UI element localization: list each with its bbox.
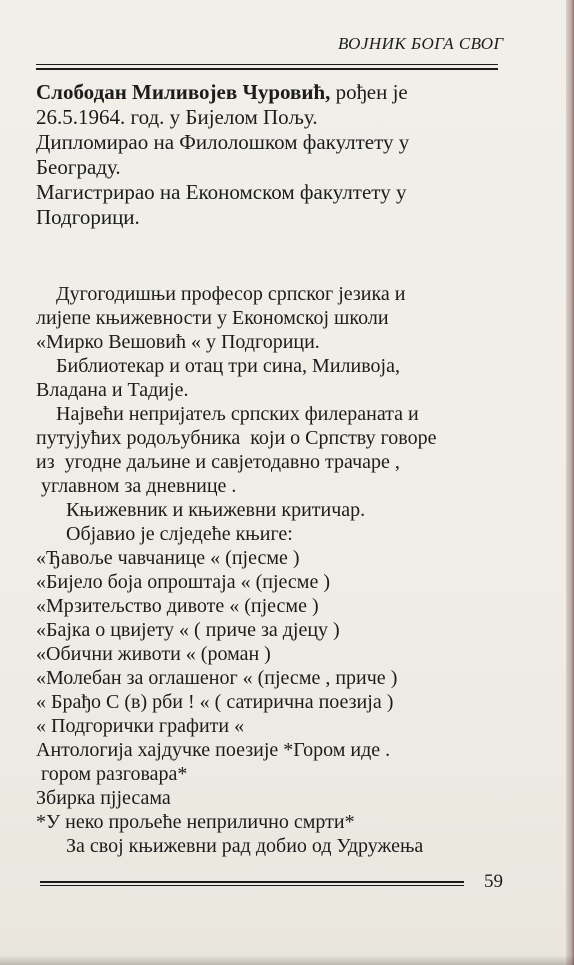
- body-line: Дугогодишњи професор српског језика и: [36, 283, 406, 305]
- body-line: За свој књижевни рад добио од Удружења: [36, 835, 424, 857]
- body-line: «Мирко Вешовић « у Подгорици.: [36, 331, 320, 353]
- page-number: 59: [484, 871, 503, 892]
- book-list-item: «Обични животи « (роман ): [36, 643, 271, 665]
- book-list-item: «Бајка о цвијету « ( приче за дјецу ): [36, 619, 340, 641]
- intro-line-2: 26.5.1964. год. у Бијелом Пољу.: [36, 105, 318, 129]
- book-list-item: Антологија хајдучке поезије *Гором иде .: [36, 739, 391, 761]
- intro-line-1: [36, 80, 506, 105]
- book-list-item: *У неко прољеће неприлично смрти*: [36, 811, 355, 833]
- footer-rule-thin: [40, 885, 464, 886]
- body-line: Објавио је слједеће књиге:: [36, 523, 293, 545]
- intro-line-1-rest: рођен је: [330, 80, 408, 104]
- intro-line-3: Дипломирао на Филолошком факултету у: [36, 130, 410, 154]
- body-line: путујућих родољубника који о Српству говоре: [36, 427, 437, 449]
- header-rule-thick: [36, 68, 498, 70]
- book-list-item: «Ђавоље чавчанице « (пјесме ): [36, 547, 300, 569]
- intro-line-4: Београду.: [36, 155, 121, 179]
- author-name: Слободан Миливојев Чуровић,: [36, 80, 331, 104]
- book-list-item: «Молебан за оглашеног « (пјесме , приче ): [36, 667, 398, 689]
- intro-line-5: Магистрирао на Економском факултету у: [36, 180, 407, 204]
- body-line: Књижевник и књижевни критичар.: [36, 499, 366, 521]
- header-rule: [36, 64, 498, 65]
- body-line: углавном за дневнице .: [36, 475, 237, 497]
- book-list-item: Збирка пјјесама: [36, 787, 171, 809]
- book-list-item: « Подгорички графити «: [36, 715, 245, 737]
- book-list-item: « Брађо С (в) рби ! « ( сатирична поезија ): [36, 691, 394, 713]
- body-line: из угодне даљине и савјетодавно трачаре ,: [36, 451, 400, 473]
- page-shadow: [0, 955, 574, 965]
- author-intro: [36, 80, 506, 230]
- book-list-item: «Бијело боја опроштаја « (пјесме ): [36, 571, 330, 593]
- page-edge: [566, 0, 574, 965]
- biography-text: [36, 282, 506, 858]
- body-line: Библиотекар и отац три сина, Миливоја,: [36, 355, 400, 377]
- book-list-item: гором разговара*: [36, 763, 188, 785]
- footer-rule: [40, 881, 464, 883]
- book-list-item: «Мрзитељство дивоте « (пјесме ): [36, 595, 319, 617]
- body-line: Највећи непријатељ српских филераната и: [36, 403, 419, 425]
- body-line: Владана и Тадије.: [36, 379, 189, 401]
- intro-line-6: Подгорици.: [36, 205, 140, 229]
- body-line: лијепе књижевности у Економској школи: [36, 307, 389, 329]
- running-header: ВОЈНИК БОГА СВОГ: [338, 34, 504, 53]
